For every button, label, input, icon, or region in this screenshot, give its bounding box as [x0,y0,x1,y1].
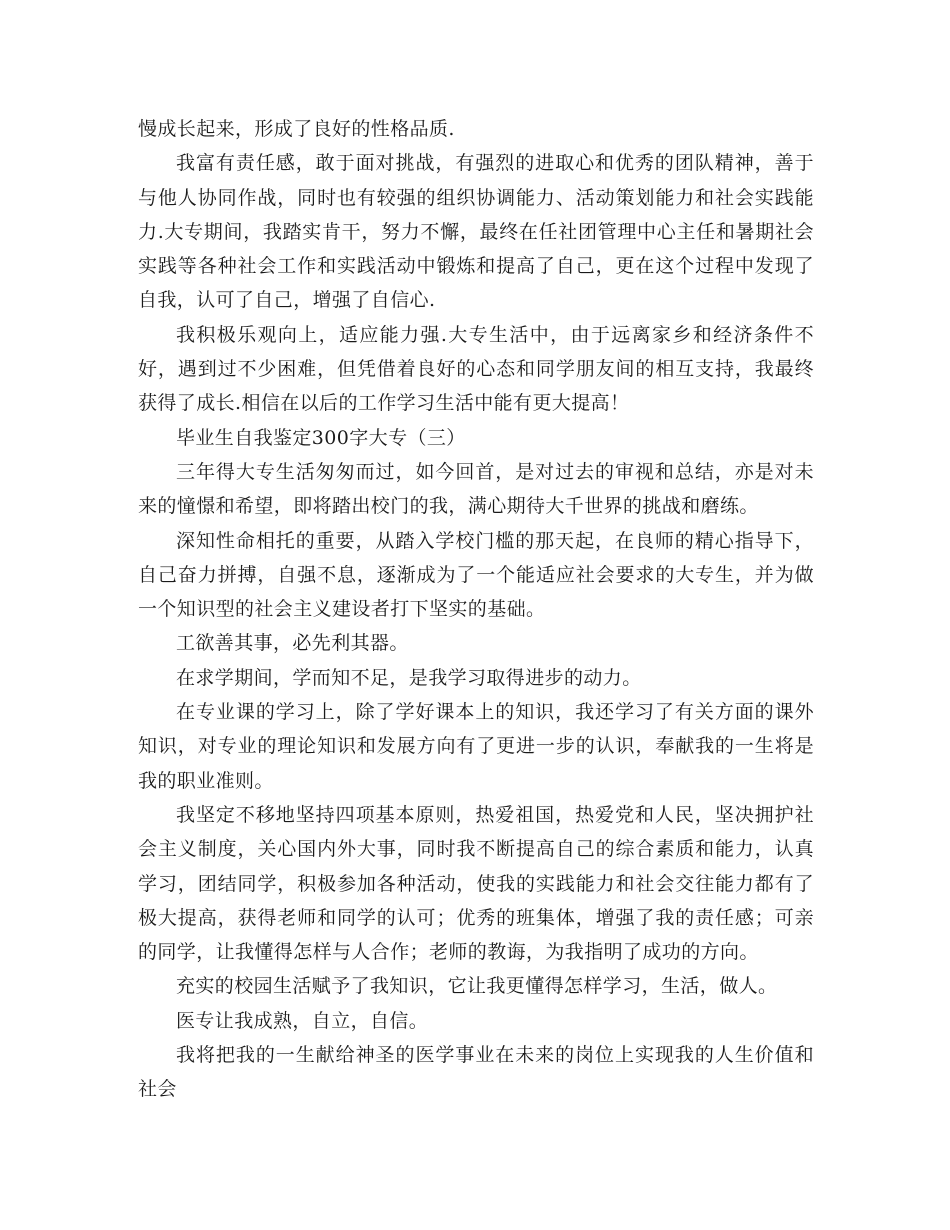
paragraph: 充实的校园生活赋予了我知识，它让我更懂得怎样学习，生活，做人。 [176,975,778,998]
paragraph: 我积极乐观向上，适应能力强.大专生活中，由于远离家乡和经济条件不好，遇到过不少困难，但凭借着良好的心态和同学朋友间的相互支持，我最终获得了成长.相信在以后的工作学习生活中能有更大提高！ [138,323,814,415]
paragraph: 我将把我的一生献给神圣的医学事业在未来的岗位上实现我的人生价值和社会 [138,1044,814,1101]
paragraph: 在求学期间，学而知不足，是我学习取得进步的动力。 [176,666,642,689]
paragraph: 深知性命相托的重要，从踏入学校门槛的那天起，在良师的精心指导下，自己奋力拼搏，自强不息，逐渐成为了一个能适应社会要求的大专生，并为做一个知识型的社会主义建设者打下坚实的基础。 [138,529,814,621]
paragraph: 我富有责任感，敢于面对挑战，有强烈的进取心和优秀的团队精神，善于与他人协同作战，同时也有较强的组织协调能力、活动策划能力和社会实践能力.大专期间，我踏实肯干，努力不懈，最终在任社团管理中心主任和暑期社会实践等各种社会工作和实践活动中锻炼和提高了自己，更在这个过程中发现了自我，认可了自己，增强了自信心. [138,152,814,312]
paragraph: 工欲善其事，必先利其器。 [176,632,409,655]
document-body [138,112,814,1107]
paragraph: 医专让我成熟，自立，自信。 [176,1009,429,1032]
section-heading: 毕业生自我鉴定300字大专（三） [176,426,466,449]
paragraph: 慢成长起来，形成了良好的性格品质. [138,118,455,140]
paragraph: 三年得大专生活匆匆而过，如今回首，是对过去的审视和总结，亦是对未来的憧憬和希望，即将踏出校门的我，满心期待大千世界的挑战和磨练。 [138,460,814,518]
paragraph: 我坚定不移地坚持四项基本原则，热爱祖国，热爱党和人民，坚决拥护社会主义制度，关心国内外大事，同时我不断提高自己的综合素质和能力，认真学习，团结同学，积极参加各种活动，使我的实践能力和社会交往能力都有了极大提高，获得老师和同学的认可；优秀的班集体，增强了我的责任感；可亲的同学，让我懂得怎样与人合作；老师的教诲，为我指明了成功的方向。 [138,803,814,964]
paragraph: 在专业课的学习上，除了学好课本上的知识，我还学习了有关方面的课外知识，对专业的理论知识和发展方向有了更进一步的认识，奉献我的一生将是我的职业准则。 [138,701,814,792]
